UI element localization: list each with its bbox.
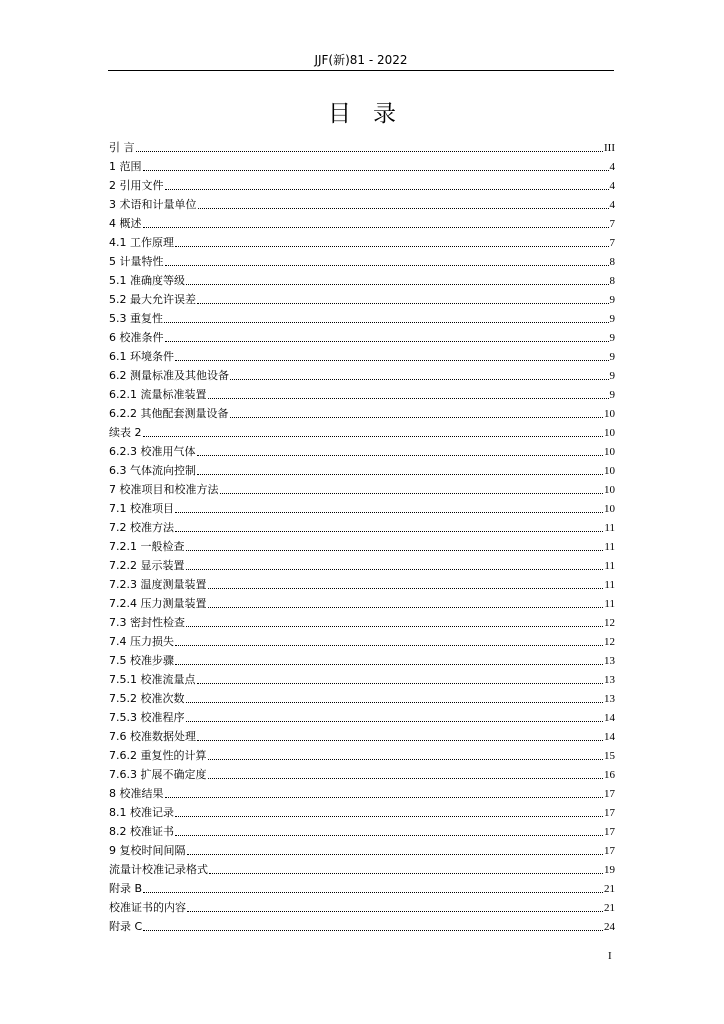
toc-entry-label: 6.2.2 其他配套测量设备 bbox=[109, 407, 229, 420]
toc-entry[interactable] bbox=[109, 478, 615, 497]
toc-entry-label: 附录 B bbox=[109, 882, 143, 895]
toc-leader-dots bbox=[165, 797, 604, 798]
toc-entry-label: 5.3 重复性 bbox=[109, 312, 163, 325]
toc-entry-label: 7.3 密封性检查 bbox=[109, 616, 185, 629]
toc-entry-label: 3 术语和计量单位 bbox=[109, 198, 197, 211]
toc-entry-page: 12 bbox=[604, 617, 615, 629]
toc-entry-page: 10 bbox=[604, 446, 615, 458]
toc-entry-page: 4 bbox=[609, 199, 615, 211]
toc-entry-page: 10 bbox=[604, 484, 615, 496]
toc-entry[interactable] bbox=[109, 725, 615, 744]
toc-entry-page: 9 bbox=[609, 389, 615, 401]
toc-leader-dots bbox=[175, 512, 603, 513]
toc-entry-page: 4 bbox=[609, 161, 615, 173]
toc-leader-dots bbox=[208, 607, 604, 608]
toc-entry-page: 17 bbox=[604, 788, 615, 800]
toc-leader-dots bbox=[208, 759, 604, 760]
toc-leader-dots bbox=[208, 778, 604, 779]
toc-leader-dots bbox=[197, 740, 603, 741]
toc-entry[interactable] bbox=[109, 896, 615, 915]
toc-entry[interactable] bbox=[109, 193, 615, 212]
toc-entry-label: 7.5.1 校准流量点 bbox=[109, 673, 196, 686]
toc-entry[interactable] bbox=[109, 858, 615, 877]
toc-leader-dots bbox=[175, 360, 609, 361]
toc-leader-dots bbox=[143, 227, 609, 228]
toc-entry-label: 7.6.2 重复性的计算 bbox=[109, 749, 207, 762]
toc-entry-label: 6.1 环境条件 bbox=[109, 350, 174, 363]
toc-entry-label: 6.2.3 校准用气体 bbox=[109, 445, 196, 458]
toc-entry-label: 8 校准结果 bbox=[109, 787, 164, 800]
toc-leader-dots bbox=[143, 436, 604, 437]
toc-entry[interactable] bbox=[109, 877, 615, 896]
toc-leader-dots bbox=[187, 854, 604, 855]
toc-leader-dots bbox=[197, 303, 609, 304]
toc-entry-page: 17 bbox=[604, 826, 615, 838]
toc-entry-label: 6.3 气体流向控制 bbox=[109, 464, 196, 477]
toc-entry-label: 7.4 压力损失 bbox=[109, 635, 174, 648]
toc-leader-dots bbox=[165, 341, 609, 342]
toc-entry[interactable] bbox=[109, 611, 615, 630]
toc-entry-page: 17 bbox=[604, 807, 615, 819]
toc-entry[interactable] bbox=[109, 459, 615, 478]
toc-entry[interactable] bbox=[109, 174, 615, 193]
toc-leader-dots bbox=[165, 265, 609, 266]
toc-entry[interactable] bbox=[109, 402, 615, 421]
toc-entry[interactable] bbox=[109, 421, 615, 440]
toc-entry[interactable] bbox=[109, 497, 615, 516]
toc-entry-label: 5.2 最大允许误差 bbox=[109, 293, 196, 306]
toc-entry-page: 10 bbox=[604, 427, 615, 439]
toc-leader-dots bbox=[209, 873, 603, 874]
toc-entry-page: 11 bbox=[604, 541, 615, 553]
toc-entry-label: 7.5.2 校准次数 bbox=[109, 692, 185, 705]
running-header: JJF(新)81 - 2022 bbox=[314, 53, 408, 67]
toc-entry-page: 14 bbox=[604, 731, 615, 743]
toc-entry[interactable] bbox=[109, 839, 615, 858]
toc-leader-dots bbox=[186, 284, 609, 285]
toc-leader-dots bbox=[208, 398, 609, 399]
toc-entry[interactable] bbox=[109, 782, 615, 801]
toc-leader-dots bbox=[175, 816, 603, 817]
toc-entry-page: 21 bbox=[604, 883, 615, 895]
toc-leader-dots bbox=[175, 645, 603, 646]
toc-entry-page: 9 bbox=[609, 370, 615, 382]
toc-entry[interactable] bbox=[109, 155, 615, 174]
toc-entry-label: 引 言 bbox=[109, 141, 135, 154]
toc-entry-label: 6 校准条件 bbox=[109, 331, 164, 344]
toc-entry-label: 5.1 准确度等级 bbox=[109, 274, 185, 287]
toc-entry-label: 8.2 校准证书 bbox=[109, 825, 174, 838]
toc-leader-dots bbox=[186, 702, 604, 703]
toc-entry-label: 7.5.3 校准程序 bbox=[109, 711, 185, 724]
toc-leader-dots bbox=[230, 379, 609, 380]
toc-leader-dots bbox=[186, 721, 604, 722]
toc-leader-dots bbox=[143, 930, 603, 931]
toc-entry-page: 16 bbox=[604, 769, 615, 781]
toc-leader-dots bbox=[143, 170, 609, 171]
toc-leader-dots bbox=[175, 664, 603, 665]
toc-leader-dots bbox=[186, 550, 604, 551]
toc-entry-page: 9 bbox=[609, 351, 615, 363]
toc-entry-label: 流量计校准记录格式 bbox=[109, 863, 208, 876]
toc-entry-label: 续表 2 bbox=[109, 426, 142, 439]
toc-leader-dots bbox=[175, 531, 603, 532]
toc-entry-label: 校准证书的内容 bbox=[109, 901, 186, 914]
toc-entry[interactable] bbox=[109, 326, 615, 345]
toc-entry-label: 4 概述 bbox=[109, 217, 142, 230]
toc-leader-dots bbox=[164, 322, 609, 323]
toc-entry[interactable] bbox=[109, 364, 615, 383]
toc-entry[interactable] bbox=[109, 212, 615, 231]
page-number: I bbox=[608, 950, 612, 962]
toc-entry-page: 11 bbox=[604, 598, 615, 610]
toc-entry-page: 15 bbox=[604, 750, 615, 762]
toc-entry-label: 7.2.3 温度测量装置 bbox=[109, 578, 207, 591]
toc-entry-page: 13 bbox=[604, 655, 615, 667]
toc-leader-dots bbox=[175, 835, 603, 836]
toc-entry[interactable] bbox=[109, 820, 615, 839]
toc-entry-page: 8 bbox=[609, 256, 615, 268]
toc-entry[interactable] bbox=[109, 288, 615, 307]
toc-entry[interactable] bbox=[109, 383, 615, 402]
toc-entry[interactable] bbox=[109, 250, 615, 269]
toc-leader-dots bbox=[143, 892, 603, 893]
toc-entry-page: 7 bbox=[609, 237, 615, 249]
toc-entry[interactable] bbox=[109, 915, 615, 934]
toc-entry[interactable] bbox=[109, 554, 615, 573]
toc-entry-page: 17 bbox=[604, 845, 615, 857]
toc-entry[interactable] bbox=[109, 649, 615, 668]
toc-entry-page: 13 bbox=[604, 693, 615, 705]
toc-entry-page: 4 bbox=[609, 180, 615, 192]
toc-leader-dots bbox=[230, 417, 604, 418]
toc-entry-page: 11 bbox=[604, 560, 615, 572]
toc-entry-page: 12 bbox=[604, 636, 615, 648]
toc-entry-label: 7.2.2 显示装置 bbox=[109, 559, 185, 572]
toc-entry[interactable] bbox=[109, 535, 615, 554]
toc-entry-label: 2 引用文件 bbox=[109, 179, 164, 192]
toc-entry-page: 10 bbox=[604, 503, 615, 515]
toc-entry[interactable] bbox=[109, 573, 615, 592]
toc-entry[interactable] bbox=[109, 307, 615, 326]
header-rule bbox=[108, 70, 614, 71]
toc-entry-page: 9 bbox=[609, 294, 615, 306]
toc-entry[interactable] bbox=[109, 706, 615, 725]
toc-entry-page: 24 bbox=[604, 921, 615, 933]
toc-entry[interactable] bbox=[109, 668, 615, 687]
toc-leader-dots bbox=[186, 626, 603, 627]
toc-leader-dots bbox=[136, 151, 604, 152]
toc-leader-dots bbox=[198, 208, 609, 209]
toc-entry[interactable] bbox=[109, 269, 615, 288]
toc-entry-page: 21 bbox=[604, 902, 615, 914]
toc-entry[interactable] bbox=[109, 801, 615, 820]
toc-entry-label: 7.6 校准数据处理 bbox=[109, 730, 196, 743]
toc-leader-dots bbox=[197, 683, 604, 684]
toc-entry-page: 9 bbox=[609, 332, 615, 344]
toc-leader-dots bbox=[186, 569, 604, 570]
toc-entry[interactable] bbox=[109, 231, 615, 250]
toc-entry-page: 14 bbox=[604, 712, 615, 724]
toc-entry-label: 6.2 测量标准及其他设备 bbox=[109, 369, 229, 382]
toc-entry[interactable] bbox=[109, 440, 615, 459]
toc-entry-label: 7.2.4 压力测量装置 bbox=[109, 597, 207, 610]
toc-entry[interactable] bbox=[109, 763, 615, 782]
toc-entry-page: 11 bbox=[604, 522, 615, 534]
toc-entry-page: 19 bbox=[604, 864, 615, 876]
toc-leader-dots bbox=[197, 455, 604, 456]
toc-entry-page: 9 bbox=[609, 313, 615, 325]
toc-entry-page: 7 bbox=[609, 218, 615, 230]
toc-entry[interactable] bbox=[109, 345, 615, 364]
toc-entry-page: 8 bbox=[609, 275, 615, 287]
toc-entry-label: 8.1 校准记录 bbox=[109, 806, 174, 819]
toc-entry-page: III bbox=[604, 142, 615, 154]
toc-entry-page: 10 bbox=[604, 408, 615, 420]
toc-leader-dots bbox=[220, 493, 604, 494]
toc-entry-page: 11 bbox=[604, 579, 615, 591]
toc-entry-label: 1 范围 bbox=[109, 160, 142, 173]
toc-entry-label: 9 复校时间间隔 bbox=[109, 844, 186, 857]
toc-entry[interactable] bbox=[109, 136, 615, 155]
toc-entry[interactable] bbox=[109, 516, 615, 535]
toc-entry-label: 7.5 校准步骤 bbox=[109, 654, 174, 667]
toc-leader-dots bbox=[165, 189, 609, 190]
toc-entry-page: 10 bbox=[604, 465, 615, 477]
toc-entry-label: 5 计量特性 bbox=[109, 255, 164, 268]
toc-entry[interactable] bbox=[109, 687, 615, 706]
toc-entry-label: 7.1 校准项目 bbox=[109, 502, 174, 515]
toc-entry[interactable] bbox=[109, 744, 615, 763]
toc-leader-dots bbox=[187, 911, 603, 912]
toc-leader-dots bbox=[208, 588, 604, 589]
table-of-contents bbox=[109, 136, 615, 934]
page-title: 目录 bbox=[328, 101, 418, 127]
toc-entry-label: 7.6.3 扩展不确定度 bbox=[109, 768, 207, 781]
toc-entry-label: 7.2.1 一般检查 bbox=[109, 540, 185, 553]
toc-entry-label: 7.2 校准方法 bbox=[109, 521, 174, 534]
toc-entry-label: 7 校准项目和校准方法 bbox=[109, 483, 219, 496]
toc-entry[interactable] bbox=[109, 592, 615, 611]
toc-entry[interactable] bbox=[109, 630, 615, 649]
toc-leader-dots bbox=[197, 474, 603, 475]
toc-leader-dots bbox=[175, 246, 609, 247]
toc-entry-label: 4.1 工作原理 bbox=[109, 236, 174, 249]
toc-entry-label: 6.2.1 流量标准装置 bbox=[109, 388, 207, 401]
toc-entry-page: 13 bbox=[604, 674, 615, 686]
toc-entry-label: 附录 C bbox=[109, 920, 143, 933]
